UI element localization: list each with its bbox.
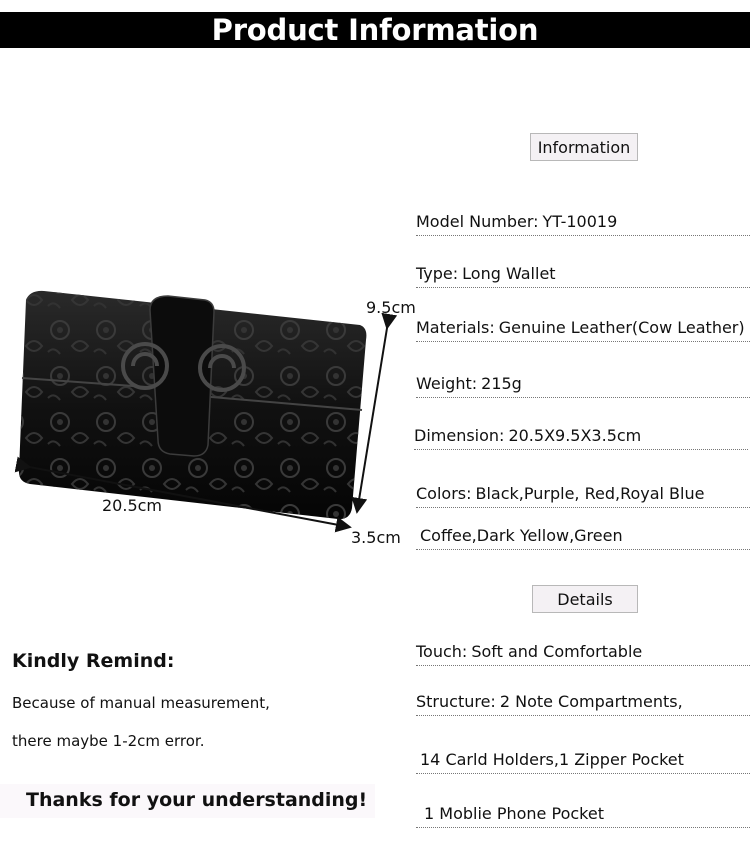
remind-title: Kindly Remind: bbox=[12, 650, 175, 672]
information-label: Information bbox=[530, 133, 638, 161]
spec-key: Weight: bbox=[416, 374, 478, 393]
length-dimension: 20.5cm bbox=[102, 496, 163, 515]
thanks-banner: Thanks for your understanding! bbox=[0, 784, 375, 818]
spec-row-colors bbox=[416, 484, 750, 508]
product-image bbox=[0, 270, 420, 570]
details-label: Details bbox=[532, 585, 638, 613]
spec-value: Long Wallet bbox=[462, 264, 556, 283]
remind-line-2: there maybe 1-2cm error. bbox=[12, 732, 205, 750]
page-title: Product Information bbox=[211, 13, 539, 47]
wallet-illustration bbox=[0, 270, 420, 570]
spec-row-structure bbox=[416, 692, 750, 716]
spec-row-structure-cont bbox=[416, 750, 750, 774]
spec-key: Model Number: bbox=[416, 212, 539, 231]
height-dimension: 9.5cm bbox=[366, 298, 416, 317]
header-banner bbox=[0, 12, 750, 48]
depth-dimension: 3.5cm bbox=[351, 528, 401, 547]
spec-value: 14 Carld Holders,1 Zipper Pocket bbox=[420, 750, 684, 769]
spec-key: Colors: bbox=[416, 484, 472, 503]
spec-row-materials bbox=[416, 318, 750, 342]
spec-value: Black,Purple, Red,Royal Blue bbox=[475, 484, 705, 503]
spec-value: 215g bbox=[481, 374, 522, 393]
spec-row-colors-cont bbox=[416, 526, 750, 550]
spec-value: YT-10019 bbox=[542, 212, 618, 231]
spec-value: 20.5X9.5X3.5cm bbox=[508, 426, 642, 445]
spec-value: Coffee,Dark Yellow,Green bbox=[420, 526, 623, 545]
spec-row-dimension bbox=[414, 426, 748, 450]
spec-key: Touch: bbox=[416, 642, 468, 661]
spec-value: 1 Moblie Phone Pocket bbox=[424, 804, 604, 823]
remind-line-1: Because of manual measurement, bbox=[12, 694, 270, 712]
spec-row-weight bbox=[416, 374, 750, 398]
spec-value: Soft and Comfortable bbox=[471, 642, 643, 661]
spec-key: Dimension: bbox=[414, 426, 505, 445]
spec-key: Structure: bbox=[416, 692, 496, 711]
spec-value: 2 Note Compartments, bbox=[499, 692, 683, 711]
spec-row-type bbox=[416, 264, 750, 288]
spec-row-model bbox=[416, 212, 750, 236]
spec-key: Materials: bbox=[416, 318, 495, 337]
spec-value: Genuine Leather(Cow Leather) bbox=[498, 318, 745, 337]
spec-row-structure-cont2 bbox=[416, 804, 750, 828]
spec-row-touch bbox=[416, 642, 750, 666]
spec-key: Type: bbox=[416, 264, 459, 283]
